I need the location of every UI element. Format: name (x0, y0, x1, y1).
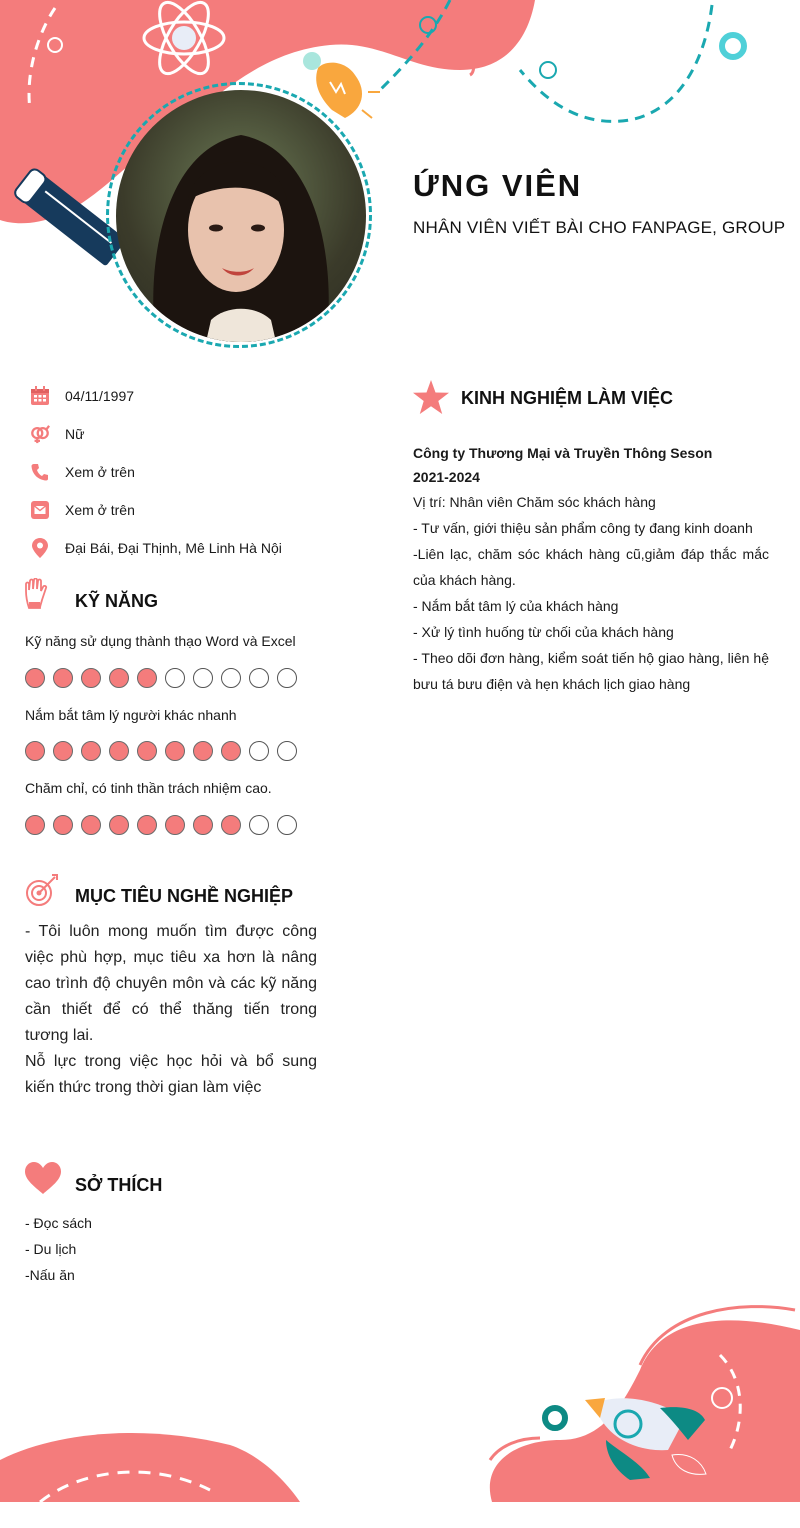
contact-address (30, 536, 282, 560)
hobby-item: - Du lịch (25, 1241, 77, 1257)
skill-name: Chăm chỉ, có tinh thần trách nhiệm cao. (25, 780, 272, 796)
experience-line: - Nắm bắt tâm lý của khách hàng (413, 598, 619, 614)
contact-phone (30, 460, 135, 484)
target-icon (25, 874, 59, 913)
phone-icon (30, 462, 50, 482)
rating-dot-filled (193, 815, 213, 835)
rating-dot-filled (53, 815, 73, 835)
rating-dot-empty (277, 815, 297, 835)
gender-icon (30, 424, 50, 444)
contact-email (30, 498, 135, 522)
experience-line: Vị trí: Nhân viên Chăm sóc khách hàng (413, 494, 656, 510)
rating-dot-filled (137, 815, 157, 835)
rating-dot-filled (81, 741, 101, 761)
work-period: 2021-2024 (413, 469, 480, 485)
address-value: Đại Bái, Đại Thịnh, Mê Linh Hà Nội (65, 540, 282, 556)
rating-dot-filled (193, 741, 213, 761)
skills-hand-icon (25, 578, 49, 615)
rating-dot-filled (25, 668, 45, 688)
job-title: NHÂN VIÊN VIẾT BÀI CHO FANPAGE, GROUP (413, 218, 786, 237)
objective-paragraph: Nỗ lực trong việc học hỏi và bổ sung kiến thức trong thời gian làm việc (25, 1053, 317, 1096)
star-icon (413, 380, 449, 419)
hobby-item: - Đọc sách (25, 1215, 92, 1231)
rating-dot-empty (249, 668, 269, 688)
rating-dot-filled (137, 741, 157, 761)
experience-title: KINH NGHIỆM LÀM VIỆC (461, 388, 674, 408)
skill-rating (25, 815, 297, 835)
heart-icon (25, 1162, 61, 1199)
experience-line: - Xử lý tình huống từ chối của khách hàng (413, 624, 674, 640)
rating-dot-filled (165, 815, 185, 835)
hobby-item: -Nấu ăn (25, 1267, 75, 1283)
rating-dot-empty (277, 668, 297, 688)
objective-title: MỤC TIÊU NGHỀ NGHIỆP (75, 886, 294, 906)
experience-line: - Theo dõi đơn hàng, kiểm soát tiến hộ giao hàng, liên hệ bưu tá bưu điện và hẹn khách lịch giao hàng (413, 650, 769, 692)
hobbies-title: SỞ THÍCH (75, 1175, 163, 1195)
skills-title: KỸ NĂNG (75, 591, 159, 611)
rating-dot-filled (137, 668, 157, 688)
rating-dot-filled (109, 741, 129, 761)
rating-dot-filled (53, 668, 73, 688)
birthday-value: 04/11/1997 (65, 388, 135, 404)
rating-dot-filled (221, 815, 241, 835)
skill-rating (25, 668, 297, 688)
rating-dot-filled (109, 668, 129, 688)
objective-paragraph: - Tôi luôn mong muốn tìm được công việc phù hợp, mục tiêu xa hơn là nâng cao trình độ chuyên môn và các kỹ năng cần thiết để có thể thăng tiến trong tương lai. (25, 923, 317, 1044)
location-icon (30, 538, 50, 558)
gender-value: Nữ (65, 426, 85, 442)
rating-dot-filled (81, 815, 101, 835)
rating-dot-filled (221, 741, 241, 761)
rating-dot-filled (109, 815, 129, 835)
skill-name: Nắm bắt tâm lý người khác nhanh (25, 707, 237, 723)
rating-dot-empty (249, 815, 269, 835)
rating-dot-filled (25, 741, 45, 761)
experience-line: -Liên lạc, chăm sóc khách hàng cũ,giảm đáp thắc mắc của khách hàng. (413, 546, 769, 588)
rating-dot-filled (25, 815, 45, 835)
rating-dot-empty (221, 668, 241, 688)
skill-rating (25, 741, 297, 761)
phone-value[interactable]: Xem ở trên (65, 464, 135, 480)
rating-dot-filled (165, 741, 185, 761)
skill-name: Kỹ năng sử dụng thành thạo Word và Excel (25, 633, 296, 649)
calendar-icon (30, 386, 50, 406)
rating-dot-filled (81, 668, 101, 688)
rating-dot-empty (193, 668, 213, 688)
objective-text (25, 919, 317, 1101)
contact-gender (30, 422, 85, 446)
email-value[interactable]: Xem ở trên (65, 502, 135, 518)
experience-block (413, 441, 769, 697)
candidate-name: ỨNG VIÊN (413, 168, 583, 203)
rating-dot-filled (53, 741, 73, 761)
email-icon (30, 500, 50, 520)
rating-dot-empty (249, 741, 269, 761)
rating-dot-empty (277, 741, 297, 761)
contact-birthday (30, 384, 135, 408)
hobbies-list (25, 1210, 92, 1288)
experience-line: - Tư vấn, giới thiệu sản phẩm công ty đang kinh doanh (413, 520, 753, 536)
profile-photo (116, 90, 366, 342)
rating-dot-empty (165, 668, 185, 688)
company-name: Công ty Thương Mại và Truyền Thông Seson (413, 445, 713, 461)
